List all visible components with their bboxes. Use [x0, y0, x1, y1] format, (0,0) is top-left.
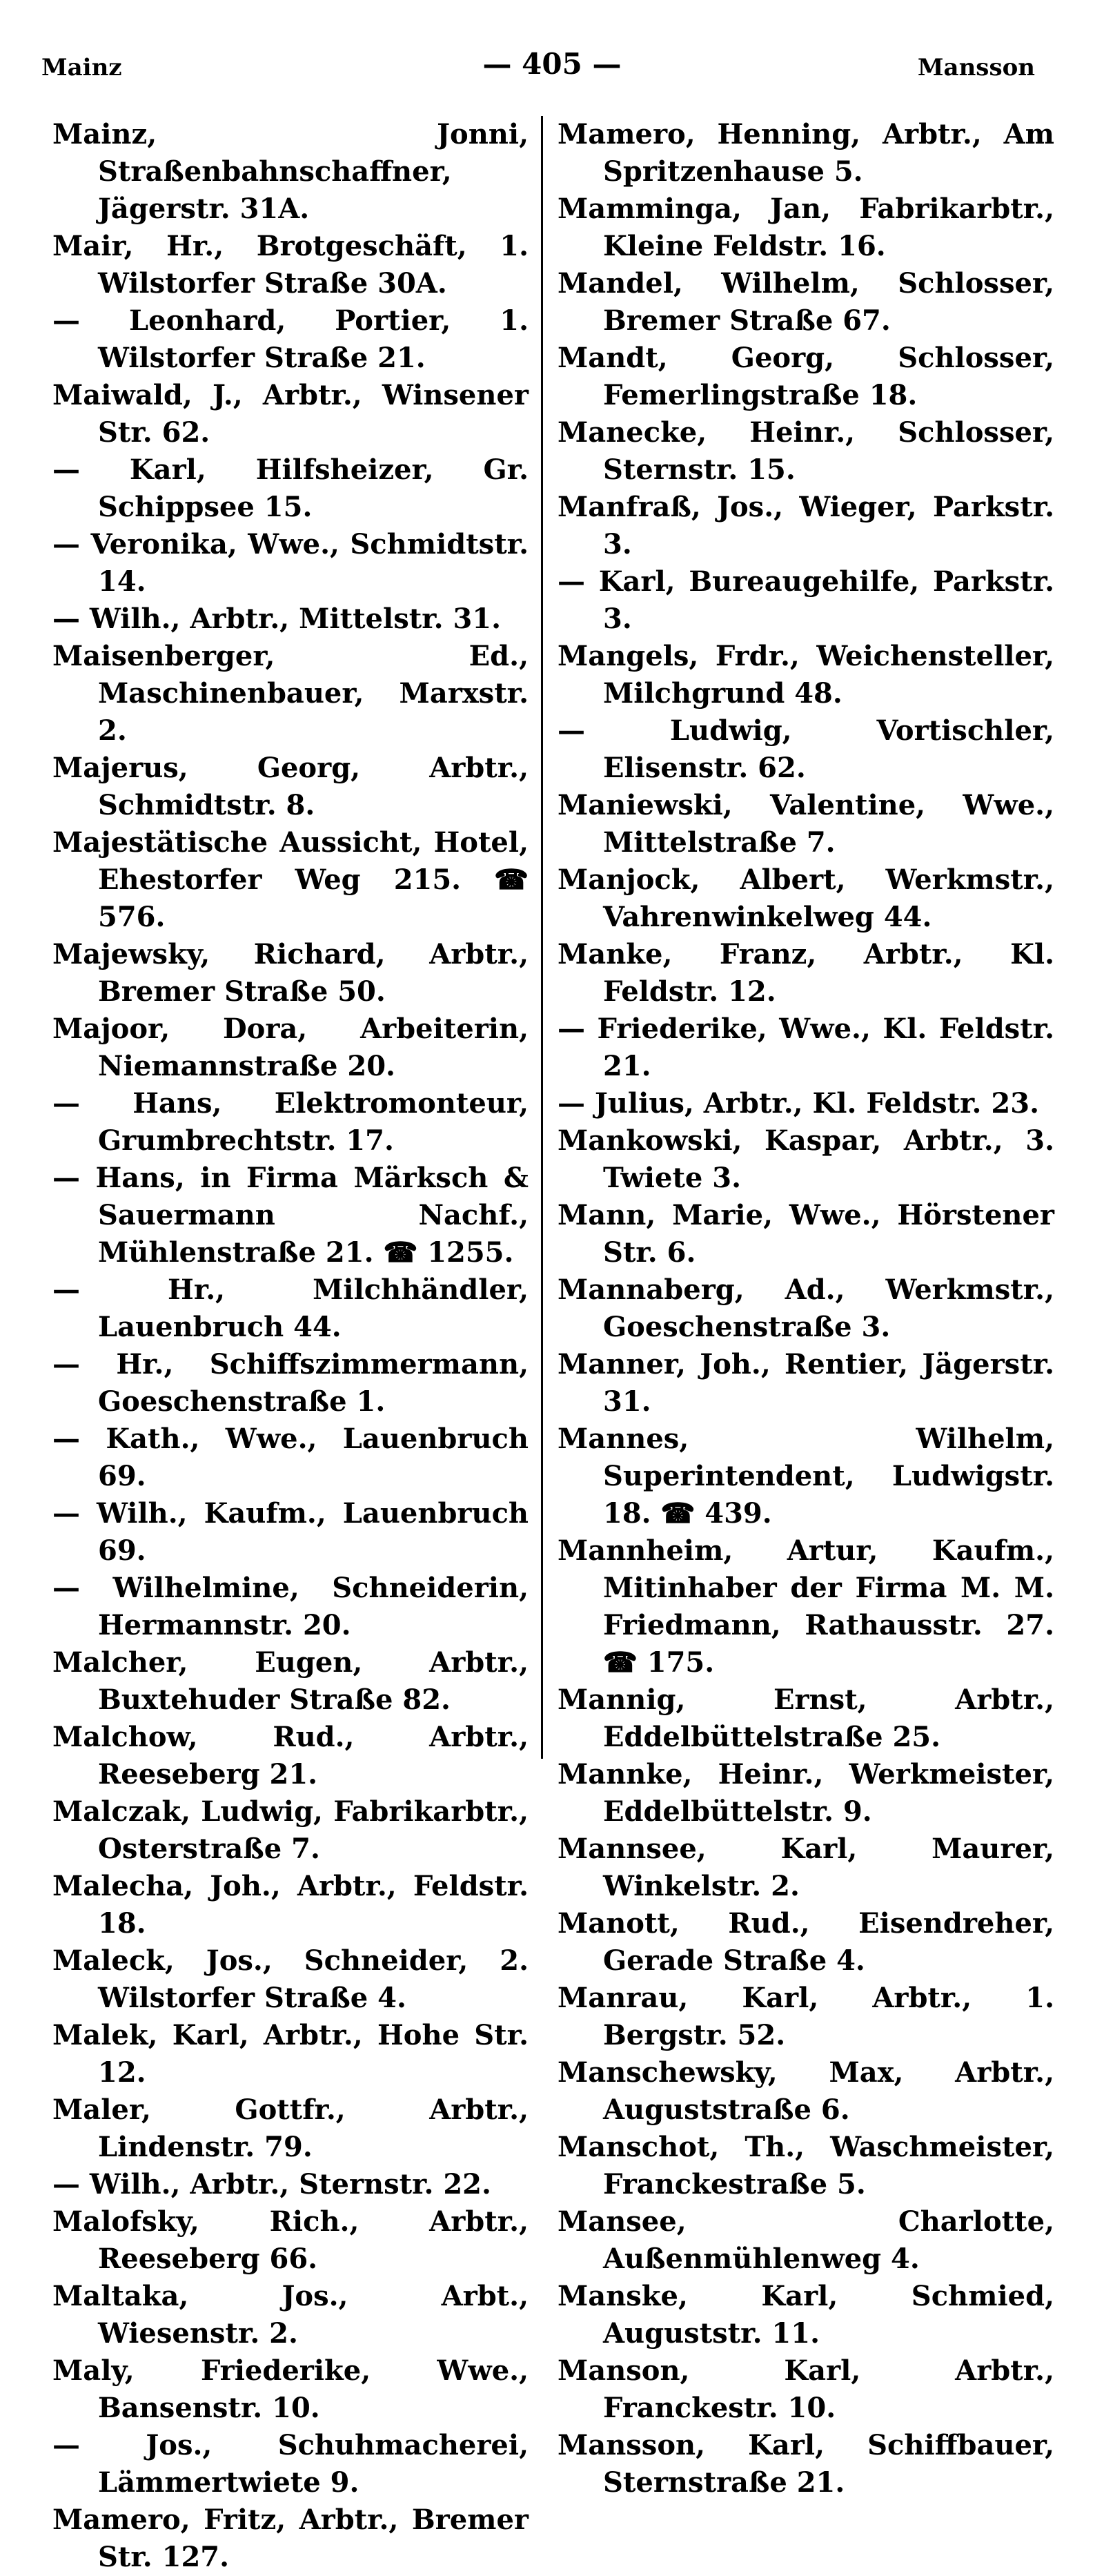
directory-entry: Maleck, Jos., Schneider, 2. Wilstorfer Straße 4. [52, 1944, 529, 2014]
directory-entry: — Hans, in Firma Märksch & Sauermann Nachf., Mühlenstraße 21. ☎ 1255. [52, 1162, 529, 1269]
directory-entry: Mannke, Heinr., Werkmeister, Eddelbüttelstr. 9. [558, 1758, 1054, 1828]
directory-entry: Majestätische Aussicht, Hotel, Ehestorfer Weg 215. ☎ 576. [52, 826, 529, 933]
directory-entry: Majoor, Dora, Arbeiterin, Niemannstraße 20. [52, 1013, 529, 1082]
directory-entry: — Hr., Milchhändler, Lauenbruch 44. [52, 1274, 529, 1343]
directory-entry: Mair, Hr., Brotgeschäft, 1. Wilstorfer Straße 30A. [52, 230, 529, 300]
directory-entry: Mann, Marie, Wwe., Hörstener Str. 6. [558, 1199, 1054, 1269]
directory-entry: — Ludwig, Vortischler, Elisenstr. 62. [558, 714, 1054, 784]
directory-entry: Manott, Rud., Eisendreher, Gerade Straße 4. [558, 1907, 1054, 1977]
running-header-right: Mansson [917, 54, 1035, 81]
directory-entry: Maiwald, J., Arbtr., Winsener Str. 62. [52, 379, 529, 449]
directory-entry: — Wilh., Arbtr., Sternstr. 22. [52, 2168, 491, 2201]
directory-entry: Manske, Karl, Schmied, Auguststr. 11. [558, 2280, 1054, 2350]
directory-entry: Manecke, Heinr., Schlosser, Sternstr. 15. [558, 416, 1054, 486]
directory-entry: Mandt, Georg, Schlosser, Femerlingstraße 18. [558, 342, 1054, 411]
directory-entry: — Kath., Wwe., Lauenbruch 69. [52, 1423, 529, 1492]
page-number: — 405 — [482, 47, 622, 81]
directory-entry: Manschot, Th., Waschmeister, Franckestraße 5. [558, 2131, 1054, 2201]
directory-entry: Maltaka, Jos., Arbt., Wiesenstr. 2. [52, 2280, 529, 2350]
directory-entry: — Jos., Schuhmacherei, Lämmertwiete 9. [52, 2429, 529, 2499]
directory-entry: — Friederike, Wwe., Kl. Feldstr. 21. [558, 1013, 1054, 1082]
directory-entry: Manjock, Albert, Werkmstr., Vahrenwinkelweg 44. [558, 863, 1054, 933]
directory-entry: Manrau, Karl, Arbtr., 1. Bergstr. 52. [558, 1982, 1054, 2051]
directory-entry: Majerus, Georg, Arbtr., Schmidtstr. 8. [52, 752, 529, 821]
directory-entry: Malchow, Rud., Arbtr., Reeseberg 21. [52, 1721, 529, 1790]
directory-entry: Malofsky, Rich., Arbtr., Reeseberg 66. [52, 2205, 529, 2275]
directory-entry: — Leonhard, Portier, 1. Wilstorfer Straße 21. [52, 304, 529, 374]
directory-entry: Maly, Friederike, Wwe., Bansenstr. 10. [52, 2354, 529, 2424]
directory-entry: Malczak, Ludwig, Fabrikarbtr., Osterstraße 7. [52, 1795, 529, 1865]
directory-entry: Manke, Franz, Arbtr., Kl. Feldstr. 12. [558, 938, 1054, 1008]
directory-entry: Mannsee, Karl, Maurer, Winkelstr. 2. [558, 1833, 1054, 1902]
directory-entry: Maler, Gottfr., Arbtr., Lindenstr. 79. [52, 2094, 529, 2163]
directory-entry: Mansee, Charlotte, Außenmühlenweg 4. [558, 2205, 1054, 2275]
column-divider [541, 116, 543, 1759]
directory-entry: — Karl, Hilfsheizer, Gr. Schippsee 15. [52, 453, 529, 523]
directory-entry: Manfraß, Jos., Wieger, Parkstr. 3. [558, 491, 1054, 560]
directory-entry: Mannheim, Artur, Kaufm., Mitinhaber der Firma M. M. Friedmann, Rathausstr. 27. ☎ 175. [558, 1534, 1054, 1679]
directory-entry: — Veronika, Wwe., Schmidtstr. 14. [52, 528, 529, 598]
directory-entry: Manson, Karl, Arbtr., Franckestr. 10. [558, 2354, 1054, 2424]
directory-entry: Manschewsky, Max, Arbtr., Auguststraße 6. [558, 2056, 1054, 2126]
directory-entry: — Wilhelmine, Schneiderin, Hermannstr. 20. [52, 1572, 529, 1641]
left-column [52, 116, 529, 2576]
directory-entry: Malek, Karl, Arbtr., Hohe Str. 12. [52, 2019, 529, 2089]
directory-entry: Mannaberg, Ad., Werkmstr., Goeschenstraße 3. [558, 1274, 1054, 1343]
directory-entry: Mangels, Frdr., Weichensteller, Milchgrund 48. [558, 640, 1054, 710]
directory-entry: Maisenberger, Ed., Maschinenbauer, Marxstr. 2. [52, 640, 529, 747]
directory-entry: — Karl, Bureaugehilfe, Parkstr. 3. [558, 565, 1054, 635]
running-header-left: Mainz [41, 54, 122, 81]
directory-entry: Mannig, Ernst, Arbtr., Eddelbüttelstraße 25. [558, 1684, 1054, 1753]
directory-entry: Mamero, Fritz, Arbtr., Bremer Str. 127. [52, 2504, 529, 2573]
directory-entry: Mandel, Wilhelm, Schlosser, Bremer Straße 67. [558, 267, 1054, 337]
directory-entry: Malecha, Joh., Arbtr., Feldstr. 18. [52, 1870, 529, 1940]
directory-entry: Malcher, Eugen, Arbtr., Buxtehuder Straße 82. [52, 1646, 529, 1716]
directory-entry: Mamero, Henning, Arbtr., Am Spritzenhause 5. [558, 118, 1054, 188]
directory-entry: Mansson, Karl, Schiffbauer, Sternstraße 21. [558, 2429, 1054, 2499]
directory-entry: — Wilh., Kaufm., Lauenbruch 69. [52, 1497, 529, 1567]
right-column [558, 116, 1054, 2501]
directory-entry: Mankowski, Kaspar, Arbtr., 3. Twiete 3. [558, 1124, 1054, 1194]
directory-entry: — Hr., Schiffszimmermann, Goeschenstraße 1. [52, 1348, 529, 1418]
directory-entry: — Wilh., Arbtr., Mittelstr. 31. [52, 603, 502, 635]
directory-entry: — Julius, Arbtr., Kl. Feldstr. 23. [558, 1087, 1039, 1120]
directory-entry: — Hans, Elektromonteur, Grumbrechtstr. 17. [52, 1087, 529, 1157]
directory-entry: Majewsky, Richard, Arbtr., Bremer Straße 50. [52, 938, 529, 1008]
directory-entry: Maniewski, Valentine, Wwe., Mittelstraße 7. [558, 789, 1054, 859]
directory-entry: Mannes, Wilhelm, Superintendent, Ludwigstr. 18. ☎ 439. [558, 1423, 1054, 1530]
directory-entry: Manner, Joh., Rentier, Jägerstr. 31. [558, 1348, 1054, 1418]
directory-entry: Mamminga, Jan, Fabrikarbtr., Kleine Feldstr. 16. [558, 193, 1054, 262]
directory-entry: Mainz, Jonni, Straßenbahnschaffner, Jägerstr. 31A. [52, 118, 529, 225]
